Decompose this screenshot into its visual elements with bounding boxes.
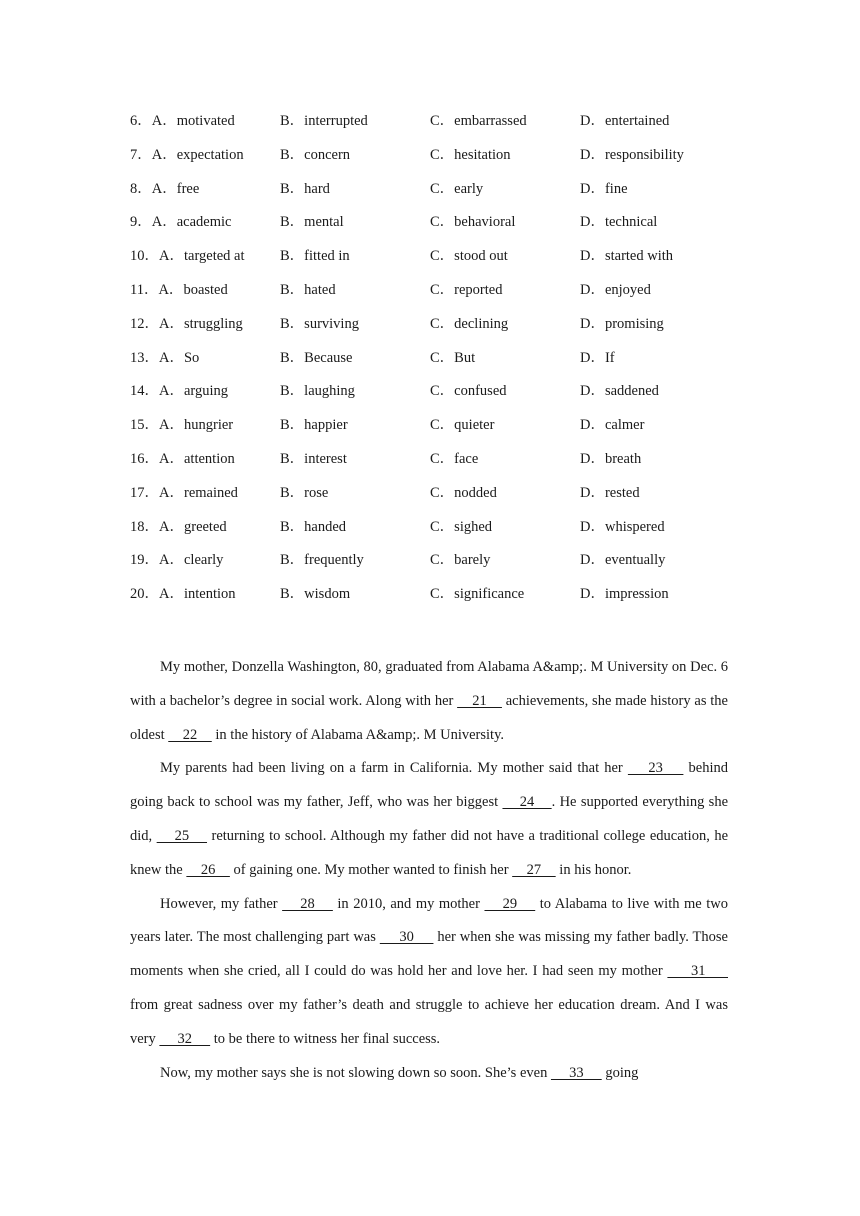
option-a [130, 348, 199, 368]
paragraph-text: . He supported everything she did, [130, 794, 729, 844]
option-d: D．fine [580, 180, 628, 197]
blank-21: 21 [457, 692, 502, 709]
question-row [130, 381, 750, 415]
option-c: C．confused [430, 383, 507, 400]
question-number: 19．A． [130, 552, 184, 569]
paragraph-text: behind going back to school was my father, Jeff, who was her biggest [130, 760, 728, 811]
question-number: 14．A． [130, 383, 184, 400]
option-a-text: greeted [183, 518, 227, 535]
question-row [130, 145, 750, 179]
option-b: B．happier [280, 417, 348, 434]
question-row [130, 246, 750, 280]
option-a [130, 584, 236, 604]
paragraph-text: in his honor. [555, 861, 632, 878]
question-number: 15．A． [130, 417, 184, 434]
option-b: B．mental [280, 214, 344, 231]
blank-23: 23 [627, 760, 684, 777]
option-a-text: arguing [183, 383, 229, 400]
question-row [130, 517, 750, 551]
option-a-text: targeted at [183, 248, 245, 265]
option-a-text: remained [183, 484, 238, 501]
option-d: D．rested [580, 484, 640, 501]
option-a [130, 314, 243, 334]
option-d: D．If [580, 349, 615, 366]
question-number: 7．A． [130, 146, 177, 163]
option-a [130, 179, 199, 199]
option-c: C．behavioral [430, 214, 516, 231]
paragraph-text: her when she was missing my father badly. Those moments when she cried, all I could do was hold her and love her. I had seen my mother [130, 929, 728, 980]
question-row [130, 483, 750, 517]
option-d: D．eventually [580, 552, 666, 569]
option-a [130, 145, 244, 165]
option-a-text: motivated [176, 113, 235, 129]
option-b: B．hated [280, 281, 336, 298]
paragraph-text: However, my father [160, 895, 283, 912]
paragraph-text: My mother, Donzella Washington, 80, graduated from Alabama A&amp;. M University on Dec. 6 with a bachelor’s degree in social work. Along with her [130, 659, 728, 709]
paragraph-text: to Alabama to live with me two years later. The most challenging part was [130, 895, 728, 946]
paragraph-text: to be there to witness her final success. [210, 1030, 441, 1047]
paragraph-text: Now, my mother says she is not slowing down so soon. She’s even [160, 1064, 551, 1081]
question-number: 11．A． [130, 281, 184, 298]
question-row [130, 550, 750, 584]
paragraph-4 [130, 1057, 728, 1091]
option-a-text: hungrier [183, 417, 234, 434]
option-c: C．barely [430, 552, 491, 569]
option-b: B．interrupted [280, 113, 368, 129]
question-row [130, 280, 750, 314]
option-a-text: So [183, 349, 200, 366]
option-b: B．laughing [280, 383, 355, 400]
question-row [130, 314, 750, 348]
option-b: B．Because [280, 349, 353, 366]
option-a-text: free [176, 180, 200, 197]
blank-26: 26 [186, 861, 230, 878]
blank-32: 32 [159, 1030, 211, 1047]
paragraph-text: of gaining one. My mother wanted to finish her [229, 861, 513, 878]
option-b: B．frequently [280, 552, 364, 569]
question-number: 12．A． [130, 315, 184, 332]
option-d: D．breath [580, 450, 642, 467]
option-c: C．quieter [430, 417, 495, 434]
question-number: 20．A． [130, 586, 184, 603]
paragraph-text: going [601, 1064, 639, 1081]
option-b: B．hard [280, 180, 330, 197]
option-c: C．sighed [430, 518, 493, 535]
option-d: D．enjoyed [580, 281, 651, 298]
option-d: D．promising [580, 315, 664, 332]
question-row [130, 348, 750, 382]
paragraph-text: in the history of Alabama A&amp;. M University. [211, 726, 505, 743]
question-number: 10．A． [130, 248, 184, 265]
question-number: 8．A． [130, 180, 177, 197]
question-row [130, 111, 750, 145]
reading-passage [130, 651, 728, 1090]
paragraph-text: from great sadness over my father’s death and struggle to achieve her education dream. And I was very [130, 996, 728, 1047]
blank-28: 28 [282, 895, 333, 912]
option-c: C．face [430, 450, 479, 467]
blank-25: 25 [156, 827, 208, 844]
option-a-text: attention [183, 450, 235, 467]
option-d: D．calmer [580, 417, 645, 434]
option-d: D．technical [580, 214, 658, 231]
paragraph-text: My parents had been living on a farm in California. My mother said that her [160, 760, 628, 777]
question-number: 17．A． [130, 484, 184, 501]
paragraph-text: achievements, she made history as the oldest [130, 692, 728, 743]
option-c: C．early [430, 180, 484, 197]
answer-options-list [130, 111, 750, 618]
question-number: 13．A． [130, 349, 184, 366]
question-number: 18．A． [130, 518, 184, 535]
option-a [130, 381, 228, 401]
option-b: B．fitted in [280, 248, 350, 265]
option-a [130, 550, 223, 570]
option-d: D．entertained [580, 113, 670, 129]
question-row [130, 449, 750, 483]
question-row [130, 179, 750, 213]
paragraph-text: returning to school. Although my father did not have a traditional college education, he knew the [130, 827, 729, 878]
option-a [130, 280, 228, 300]
option-b: B．rose [280, 484, 329, 501]
option-b: B．handed [280, 518, 347, 535]
option-b: B．concern [280, 146, 351, 163]
blank-29: 29 [484, 895, 536, 912]
option-a-text: academic [176, 214, 232, 231]
option-b: B．surviving [280, 315, 359, 332]
option-a [130, 517, 227, 537]
blank-33: 33 [550, 1064, 602, 1081]
option-a [130, 483, 238, 503]
option-d: D．responsibility [580, 146, 684, 163]
option-c: C．hesitation [430, 146, 511, 163]
option-d: D．started with [580, 248, 674, 265]
question-number: 9．A． [130, 214, 177, 231]
option-d: D．whispered [580, 518, 665, 535]
option-c: C．But [430, 349, 476, 366]
blank-24: 24 [502, 794, 552, 811]
option-c: C．reported [430, 281, 503, 298]
option-c: C．significance [430, 586, 525, 603]
paragraph-3 [130, 888, 728, 1057]
question-row [130, 584, 750, 618]
blank-30: 30 [379, 929, 434, 946]
option-c: C．embarrassed [430, 113, 527, 129]
option-a [130, 111, 235, 131]
option-c: C．stood out [430, 248, 508, 265]
paragraph-1 [130, 651, 728, 752]
question-number: 6．A． [130, 113, 177, 129]
option-a [130, 449, 235, 469]
blank-27: 27 [512, 861, 556, 878]
option-c: C．nodded [430, 484, 497, 501]
question-number: 16．A． [130, 450, 184, 467]
option-a-text: struggling [183, 315, 243, 332]
question-row [130, 415, 750, 449]
option-a-text: clearly [183, 552, 224, 569]
option-a-text: boasted [183, 281, 228, 298]
option-b: B．interest [280, 450, 347, 467]
option-d: D．impression [580, 586, 669, 603]
option-b: B．wisdom [280, 586, 351, 603]
option-d: D．saddened [580, 383, 659, 400]
paragraph-2 [130, 752, 728, 887]
blank-22: 22 [168, 726, 212, 743]
option-a [130, 415, 233, 435]
option-a-text: intention [183, 586, 236, 603]
option-a-text: expectation [176, 146, 244, 163]
option-a [130, 246, 245, 266]
blank-31: 31 [667, 963, 728, 980]
question-row [130, 212, 750, 246]
paragraph-text: in 2010, and my mother [332, 895, 485, 912]
option-a [130, 212, 231, 232]
option-c: C．declining [430, 315, 509, 332]
